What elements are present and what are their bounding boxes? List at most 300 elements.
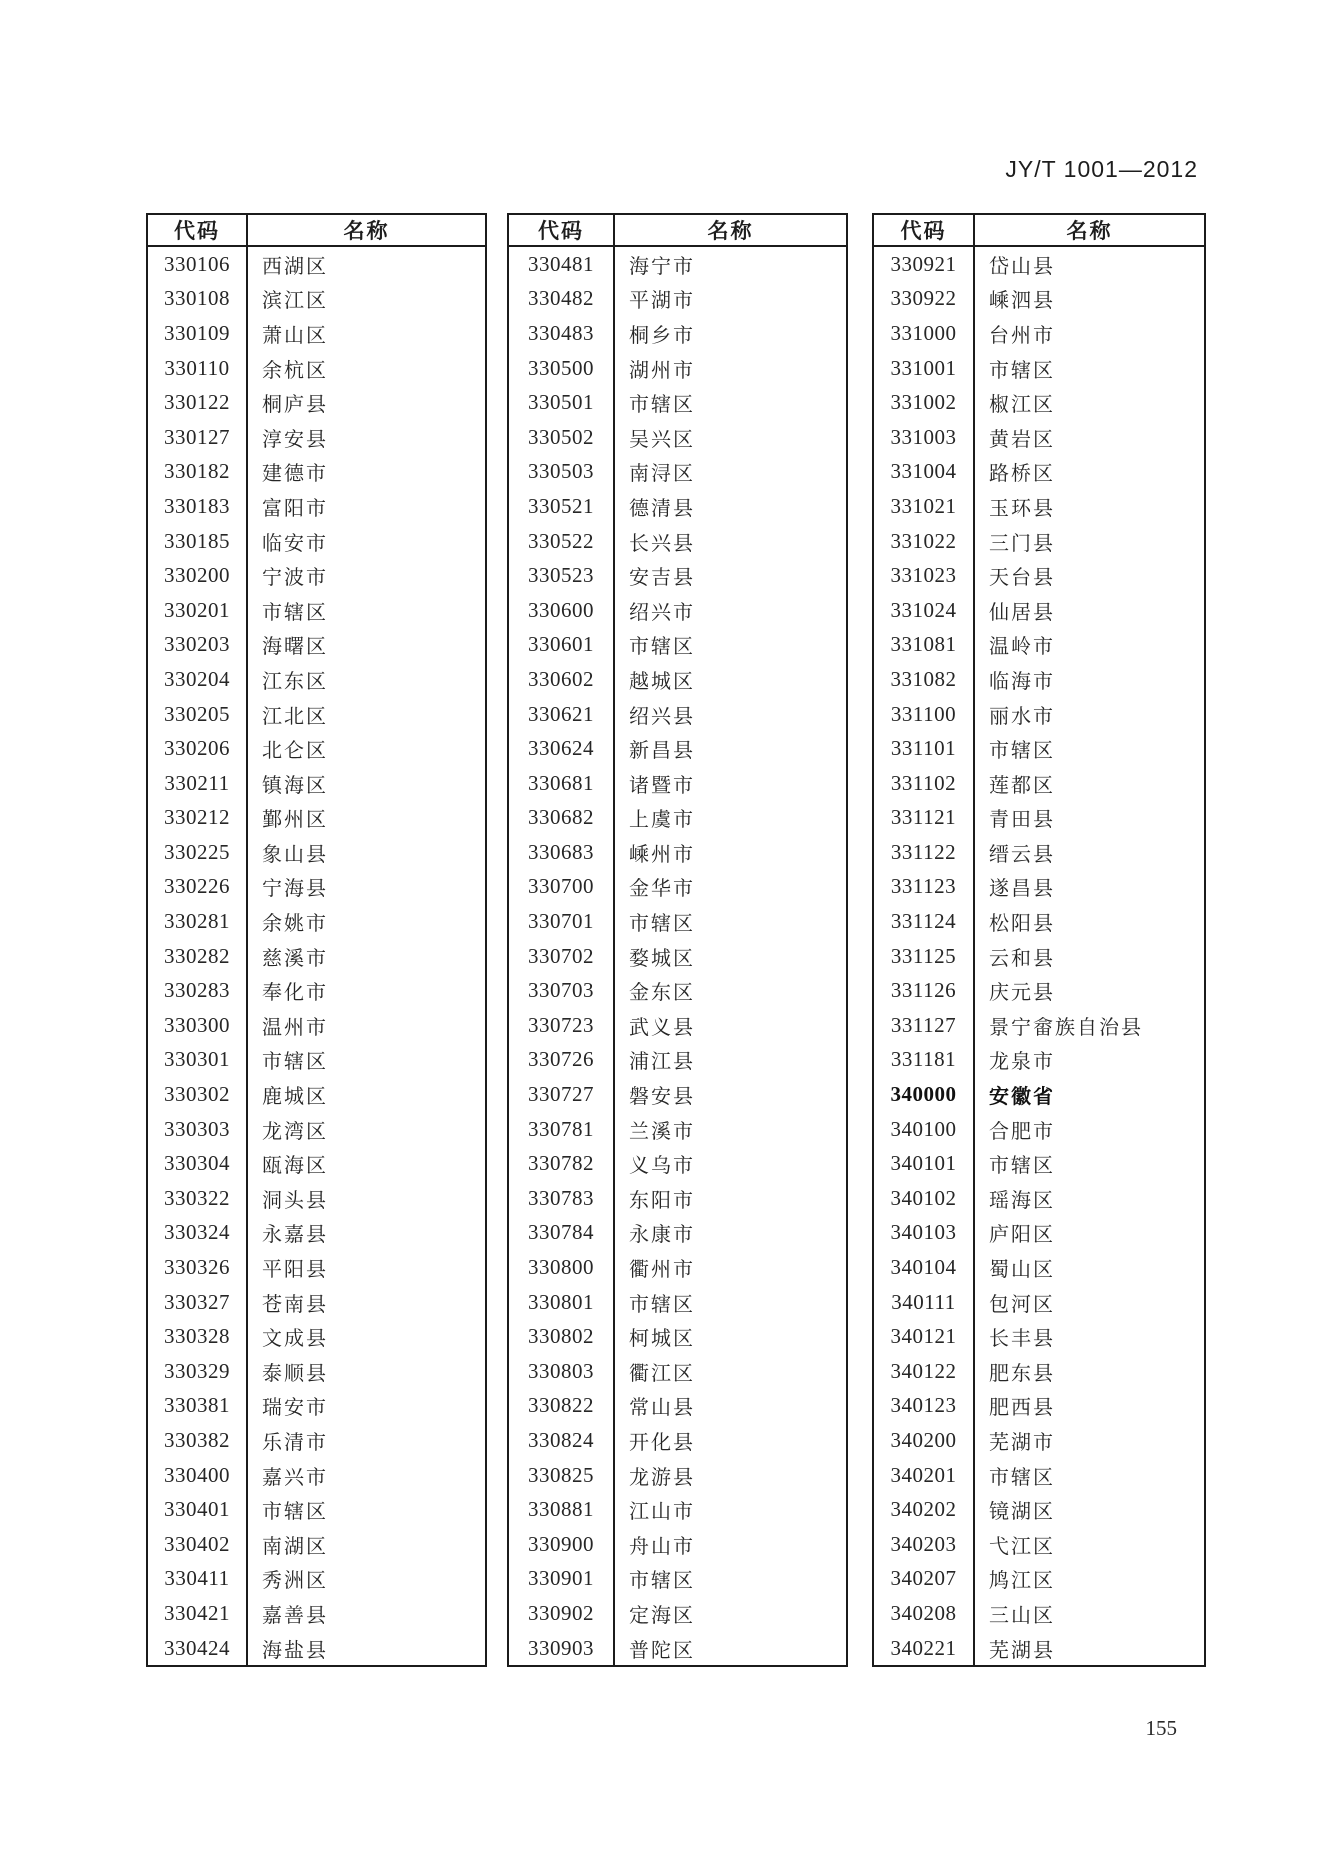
table-row <box>148 662 485 697</box>
column-header-name: 名称 <box>707 220 754 243</box>
table-row <box>874 1527 1204 1562</box>
name-cell: 临安市 <box>262 532 328 555</box>
name-cell: 萧山区 <box>262 324 328 347</box>
table-row <box>509 766 846 801</box>
table-row <box>874 316 1204 351</box>
code-cell: 331022 <box>874 524 975 559</box>
code-cell: 331125 <box>874 939 975 974</box>
code-cell: 331081 <box>874 628 975 663</box>
name-cell: 磐安县 <box>629 1086 695 1109</box>
code-cell: 330782 <box>509 1146 615 1181</box>
name-cell: 衢州市 <box>629 1259 695 1282</box>
name-cell: 绍兴县 <box>629 705 695 728</box>
code-cell: 330822 <box>509 1389 615 1424</box>
table-row <box>509 1077 846 1112</box>
code-cell: 331001 <box>874 351 975 386</box>
table-row <box>148 1458 485 1493</box>
name-cell: 市辖区 <box>262 1501 328 1524</box>
name-cell: 岱山县 <box>989 255 1055 278</box>
name-cell: 黄岩区 <box>989 428 1055 451</box>
code-cell: 330701 <box>509 904 615 939</box>
code-cell: 330700 <box>509 870 615 905</box>
table-row <box>874 904 1204 939</box>
table-row <box>509 1146 846 1181</box>
table-body <box>148 247 485 1665</box>
name-cell: 宁海县 <box>262 878 328 901</box>
table-header-row <box>509 215 846 247</box>
name-cell: 滨江区 <box>262 290 328 313</box>
name-cell: 临海市 <box>989 670 1055 693</box>
code-table-2 <box>507 213 848 1667</box>
name-cell: 椒江区 <box>989 394 1055 417</box>
code-cell: 330602 <box>509 662 615 697</box>
name-cell: 江山市 <box>629 1501 695 1524</box>
name-cell: 玉环县 <box>989 497 1055 520</box>
name-cell: 西湖区 <box>262 255 328 278</box>
name-cell: 柯城区 <box>629 1328 695 1351</box>
name-cell: 路桥区 <box>989 463 1055 486</box>
code-cell: 340103 <box>874 1216 975 1251</box>
table-row <box>874 870 1204 905</box>
code-cell: 340202 <box>874 1492 975 1527</box>
name-cell: 苍南县 <box>262 1293 328 1316</box>
name-cell: 鸠江区 <box>989 1570 1055 1593</box>
table-row <box>509 420 846 455</box>
code-cell: 330781 <box>509 1112 615 1147</box>
name-cell: 绍兴市 <box>629 601 695 624</box>
name-cell: 遂昌县 <box>989 878 1055 901</box>
table-row <box>148 1216 485 1251</box>
table-row <box>509 558 846 593</box>
table-row <box>874 1631 1204 1666</box>
table-row <box>148 1354 485 1389</box>
table-header-row <box>874 215 1204 247</box>
table-row <box>148 870 485 905</box>
table-row <box>874 489 1204 524</box>
name-cell: 瑞安市 <box>262 1397 328 1420</box>
name-cell: 越城区 <box>629 670 695 693</box>
name-cell: 南湖区 <box>262 1535 328 1558</box>
name-cell: 天台县 <box>989 567 1055 590</box>
code-cell: 330900 <box>509 1527 615 1562</box>
table-row <box>148 524 485 559</box>
name-cell: 市辖区 <box>629 394 695 417</box>
table-row <box>509 697 846 732</box>
name-cell: 景宁畲族自治县 <box>989 1016 1143 1039</box>
name-cell: 仙居县 <box>989 601 1055 624</box>
table-row <box>148 1285 485 1320</box>
code-cell: 330328 <box>148 1319 248 1354</box>
code-cell: 330225 <box>148 835 248 870</box>
name-cell: 东阳市 <box>629 1189 695 1212</box>
name-cell: 三门县 <box>989 532 1055 555</box>
table-row <box>509 489 846 524</box>
name-cell: 海曙区 <box>262 636 328 659</box>
table-row <box>148 1596 485 1631</box>
code-cell: 330304 <box>148 1146 248 1181</box>
code-cell: 330204 <box>148 662 248 697</box>
code-cell: 330201 <box>148 593 248 628</box>
table-row <box>509 1596 846 1631</box>
code-cell: 340122 <box>874 1354 975 1389</box>
code-cell: 330401 <box>148 1492 248 1527</box>
name-cell: 合肥市 <box>989 1120 1055 1143</box>
table-row <box>509 524 846 559</box>
table-row <box>509 1250 846 1285</box>
code-cell: 330727 <box>509 1077 615 1112</box>
table-row <box>509 1043 846 1078</box>
table-row <box>148 904 485 939</box>
code-cell: 330109 <box>148 316 248 351</box>
code-cell: 331181 <box>874 1043 975 1078</box>
name-cell: 洞头县 <box>262 1189 328 1212</box>
code-cell: 340104 <box>874 1250 975 1285</box>
name-cell: 兰溪市 <box>629 1120 695 1143</box>
code-cell: 330108 <box>148 282 248 317</box>
name-cell: 市辖区 <box>629 636 695 659</box>
code-cell: 331126 <box>874 973 975 1008</box>
name-cell: 泰顺县 <box>262 1362 328 1385</box>
name-cell: 青田县 <box>989 809 1055 832</box>
code-cell: 330802 <box>509 1319 615 1354</box>
code-cell: 330522 <box>509 524 615 559</box>
code-cell: 331003 <box>874 420 975 455</box>
table-row <box>509 1216 846 1251</box>
name-cell: 普陀区 <box>629 1639 695 1662</box>
code-cell: 330283 <box>148 973 248 1008</box>
code-cell: 330801 <box>509 1285 615 1320</box>
code-cell: 331101 <box>874 731 975 766</box>
table-row <box>148 1008 485 1043</box>
table-row <box>509 1423 846 1458</box>
name-cell: 鹿城区 <box>262 1086 328 1109</box>
code-cell: 330182 <box>148 455 248 490</box>
code-cell: 340000 <box>874 1077 975 1112</box>
name-cell: 江东区 <box>262 670 328 693</box>
table-row <box>509 1562 846 1597</box>
table-body <box>874 247 1204 1665</box>
code-cell: 330326 <box>148 1250 248 1285</box>
table-row <box>874 1181 1204 1216</box>
table-row <box>509 1285 846 1320</box>
name-cell: 上虞市 <box>629 809 695 832</box>
code-cell: 331002 <box>874 385 975 420</box>
name-cell: 市辖区 <box>629 1570 695 1593</box>
name-cell: 瓯海区 <box>262 1155 328 1178</box>
table-row <box>148 1562 485 1597</box>
code-cell: 330601 <box>509 628 615 663</box>
name-cell: 秀洲区 <box>262 1570 328 1593</box>
code-cell: 330281 <box>148 904 248 939</box>
column-header-code: 代码 <box>148 215 248 245</box>
code-cell: 340123 <box>874 1389 975 1424</box>
name-cell: 温岭市 <box>989 636 1055 659</box>
table-row <box>874 1250 1204 1285</box>
code-cell: 331127 <box>874 1008 975 1043</box>
table-row <box>509 973 846 1008</box>
code-cell: 330481 <box>509 247 615 282</box>
name-cell: 文成县 <box>262 1328 328 1351</box>
code-cell: 340201 <box>874 1458 975 1493</box>
code-cell: 331024 <box>874 593 975 628</box>
table-row <box>148 1146 485 1181</box>
name-cell: 镜湖区 <box>989 1501 1055 1524</box>
code-cell: 340208 <box>874 1596 975 1631</box>
code-cell: 330703 <box>509 973 615 1008</box>
name-cell: 义乌市 <box>629 1155 695 1178</box>
table-row <box>148 766 485 801</box>
code-cell: 331082 <box>874 662 975 697</box>
name-cell: 北仑区 <box>262 740 328 763</box>
name-cell: 海宁市 <box>629 255 695 278</box>
name-cell: 肥东县 <box>989 1362 1055 1385</box>
code-cell: 330329 <box>148 1354 248 1389</box>
name-cell: 莲都区 <box>989 774 1055 797</box>
code-cell: 330206 <box>148 731 248 766</box>
name-cell: 余杭区 <box>262 359 328 382</box>
name-cell: 慈溪市 <box>262 947 328 970</box>
table-row <box>148 420 485 455</box>
table-row <box>874 1562 1204 1597</box>
table-row <box>509 1008 846 1043</box>
table-row <box>148 1112 485 1147</box>
table-row <box>148 697 485 732</box>
code-cell: 330122 <box>148 385 248 420</box>
name-cell: 弋江区 <box>989 1535 1055 1558</box>
page-number: 155 <box>1145 1716 1177 1740</box>
code-cell: 330503 <box>509 455 615 490</box>
name-cell: 镇海区 <box>262 774 328 797</box>
name-cell: 市辖区 <box>262 601 328 624</box>
table-header-row <box>148 215 485 247</box>
code-cell: 330402 <box>148 1527 248 1562</box>
table-row <box>874 662 1204 697</box>
code-cell: 330203 <box>148 628 248 663</box>
name-cell: 嘉兴市 <box>262 1466 328 1489</box>
table-row <box>874 1492 1204 1527</box>
table-row <box>148 1181 485 1216</box>
name-cell: 芜湖县 <box>989 1639 1055 1662</box>
code-cell: 330500 <box>509 351 615 386</box>
code-cell: 330902 <box>509 1596 615 1631</box>
table-row <box>874 1285 1204 1320</box>
code-cell: 330723 <box>509 1008 615 1043</box>
code-cell: 330300 <box>148 1008 248 1043</box>
code-cell: 330183 <box>148 489 248 524</box>
table-row <box>148 593 485 628</box>
table-row <box>874 766 1204 801</box>
table-row <box>148 1527 485 1562</box>
table-row <box>874 455 1204 490</box>
code-cell: 330800 <box>509 1250 615 1285</box>
name-cell: 肥西县 <box>989 1397 1055 1420</box>
table-row <box>509 1527 846 1562</box>
table-row <box>509 593 846 628</box>
code-cell: 330303 <box>148 1112 248 1147</box>
table-row <box>148 1043 485 1078</box>
table-row <box>148 351 485 386</box>
code-cell: 330921 <box>874 247 975 282</box>
table-row <box>148 1389 485 1424</box>
table-row <box>148 801 485 836</box>
table-row <box>509 628 846 663</box>
code-cell: 331124 <box>874 904 975 939</box>
table-row <box>509 1458 846 1493</box>
code-cell: 340203 <box>874 1527 975 1562</box>
name-cell: 诸暨市 <box>629 774 695 797</box>
table-row <box>509 731 846 766</box>
name-cell: 浦江县 <box>629 1051 695 1074</box>
name-cell: 嵊泗县 <box>989 290 1055 313</box>
code-cell: 331122 <box>874 835 975 870</box>
name-cell: 台州市 <box>989 324 1055 347</box>
code-cell: 330824 <box>509 1423 615 1458</box>
table-row <box>509 247 846 282</box>
code-cell: 331123 <box>874 870 975 905</box>
code-cell: 340121 <box>874 1319 975 1354</box>
name-cell: 鄞州区 <box>262 809 328 832</box>
code-cell: 330702 <box>509 939 615 974</box>
table-row <box>874 1077 1204 1112</box>
code-cell: 340101 <box>874 1146 975 1181</box>
name-cell: 淳安县 <box>262 428 328 451</box>
table-row <box>874 731 1204 766</box>
code-cell: 330400 <box>148 1458 248 1493</box>
name-cell: 建德市 <box>262 463 328 486</box>
table-row <box>874 1043 1204 1078</box>
table-row <box>509 1319 846 1354</box>
table-row <box>148 1492 485 1527</box>
code-cell: 330624 <box>509 731 615 766</box>
name-cell: 长兴县 <box>629 532 695 555</box>
table-row <box>874 801 1204 836</box>
name-cell: 宁波市 <box>262 567 328 590</box>
code-cell: 330726 <box>509 1043 615 1078</box>
name-cell: 三山区 <box>989 1604 1055 1627</box>
name-cell: 安吉县 <box>629 567 695 590</box>
table-row <box>874 385 1204 420</box>
code-cell: 340207 <box>874 1562 975 1597</box>
code-cell: 340100 <box>874 1112 975 1147</box>
code-cell: 330302 <box>148 1077 248 1112</box>
table-row <box>509 351 846 386</box>
table-row <box>874 1146 1204 1181</box>
table-row <box>874 351 1204 386</box>
code-cell: 330903 <box>509 1631 615 1666</box>
table-row <box>148 282 485 317</box>
table-row <box>148 628 485 663</box>
name-cell: 舟山市 <box>629 1535 695 1558</box>
name-cell: 婺城区 <box>629 947 695 970</box>
name-cell: 龙泉市 <box>989 1051 1055 1074</box>
table-row <box>148 247 485 282</box>
code-table-1 <box>146 213 487 1667</box>
code-table-3 <box>872 213 1206 1667</box>
table-row <box>148 1077 485 1112</box>
column-header-code: 代码 <box>509 215 615 245</box>
name-cell: 嘉善县 <box>262 1604 328 1627</box>
code-cell: 331102 <box>874 766 975 801</box>
name-cell: 市辖区 <box>629 1293 695 1316</box>
table-row <box>874 1216 1204 1251</box>
table-body <box>509 247 846 1665</box>
table-row <box>509 1181 846 1216</box>
code-cell: 331100 <box>874 697 975 732</box>
table-row <box>148 731 485 766</box>
code-cell: 330106 <box>148 247 248 282</box>
name-cell: 温州市 <box>262 1016 328 1039</box>
name-cell: 市辖区 <box>989 1466 1055 1489</box>
table-row <box>509 904 846 939</box>
code-cell: 330226 <box>148 870 248 905</box>
name-cell: 庆元县 <box>989 982 1055 1005</box>
name-cell: 瑶海区 <box>989 1189 1055 1212</box>
name-cell: 金东区 <box>629 982 695 1005</box>
code-cell: 330600 <box>509 593 615 628</box>
name-cell: 富阳市 <box>262 497 328 520</box>
table-row <box>148 1631 485 1666</box>
code-cell: 330282 <box>148 939 248 974</box>
table-row <box>874 1319 1204 1354</box>
code-cell: 331023 <box>874 558 975 593</box>
table-row <box>148 835 485 870</box>
name-cell: 平湖市 <box>629 290 695 313</box>
code-cell: 330501 <box>509 385 615 420</box>
code-cell: 330127 <box>148 420 248 455</box>
table-row <box>148 1319 485 1354</box>
name-cell: 龙游县 <box>629 1466 695 1489</box>
standard-code-header: JY/T 1001—2012 <box>1005 156 1198 182</box>
table-row <box>874 1389 1204 1424</box>
table-row <box>874 1354 1204 1389</box>
name-cell: 常山县 <box>629 1397 695 1420</box>
code-cell: 330185 <box>148 524 248 559</box>
table-row <box>148 385 485 420</box>
table-row <box>148 316 485 351</box>
table-row <box>509 385 846 420</box>
name-cell: 吴兴区 <box>629 428 695 451</box>
name-cell: 缙云县 <box>989 843 1055 866</box>
code-cell: 330327 <box>148 1285 248 1320</box>
name-cell: 江北区 <box>262 705 328 728</box>
table-row <box>509 316 846 351</box>
name-cell: 庐阳区 <box>989 1224 1055 1247</box>
code-cell: 330205 <box>148 697 248 732</box>
name-cell: 芜湖市 <box>989 1431 1055 1454</box>
name-cell: 新昌县 <box>629 740 695 763</box>
name-cell: 永嘉县 <box>262 1224 328 1247</box>
name-cell: 市辖区 <box>989 1155 1055 1178</box>
code-cell: 330482 <box>509 282 615 317</box>
name-cell: 长丰县 <box>989 1328 1055 1351</box>
table-row <box>509 662 846 697</box>
table-row <box>874 628 1204 663</box>
table-row <box>509 870 846 905</box>
table-row <box>874 558 1204 593</box>
table-row <box>148 455 485 490</box>
table-row <box>874 939 1204 974</box>
name-cell: 武义县 <box>629 1016 695 1039</box>
code-cell: 330681 <box>509 766 615 801</box>
name-cell: 云和县 <box>989 947 1055 970</box>
code-cell: 330212 <box>148 801 248 836</box>
name-cell: 海盐县 <box>262 1639 328 1662</box>
name-cell: 蜀山区 <box>989 1259 1055 1282</box>
table-row <box>148 973 485 1008</box>
table-row <box>509 801 846 836</box>
table-row <box>509 455 846 490</box>
table-row <box>874 973 1204 1008</box>
